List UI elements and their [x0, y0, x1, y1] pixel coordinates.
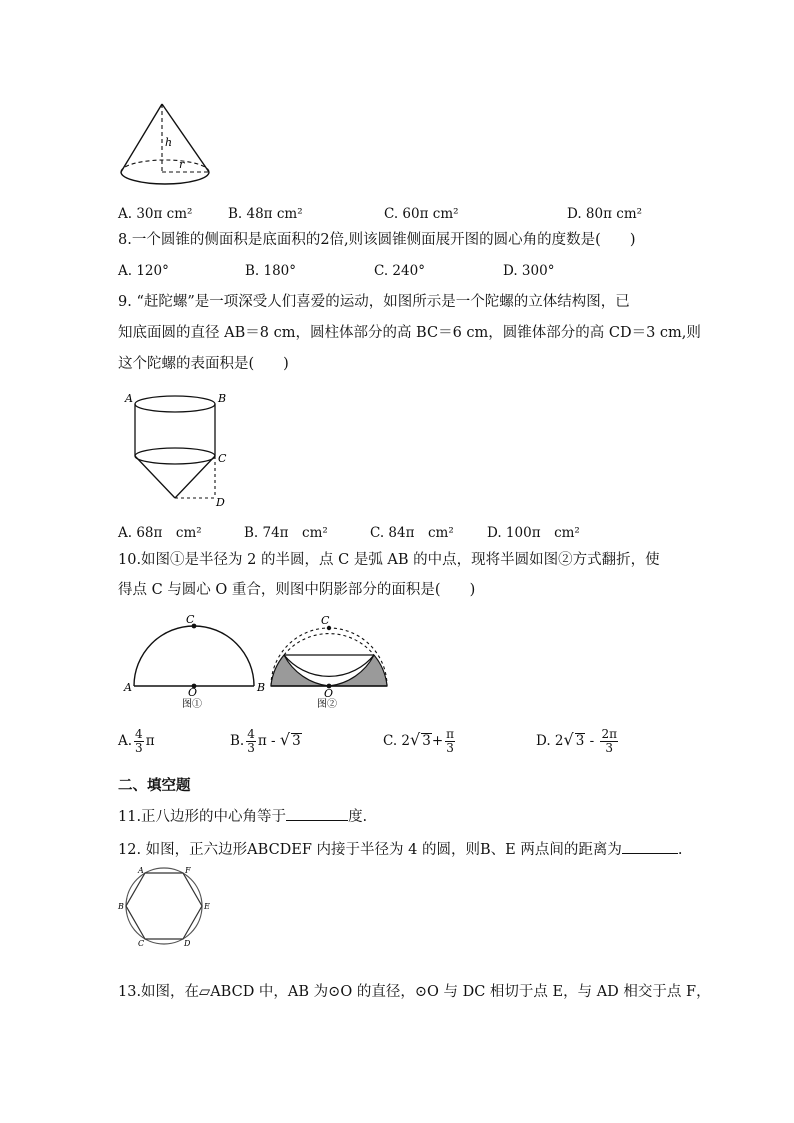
fraction: $\frac{4}{3}$	[247, 727, 255, 755]
hex-label-e: E	[204, 902, 210, 911]
q10-option-d: D. 2√ 3 - $\frac{2\pi}{3}$	[536, 727, 617, 755]
hex-label-c: C	[138, 939, 145, 948]
hex-label-a: A	[138, 866, 144, 875]
fig1-label-c: C	[186, 613, 195, 626]
fig1-caption: 图①	[182, 699, 202, 710]
fig1-label-b: B	[257, 681, 266, 694]
answer-blank	[286, 820, 348, 821]
q13-question: 13.如图，在▱ABCD 中，AB 为⊙O 的直径，⊙O 与 DC 相切于点 E，与 AD 相交于点 F，	[118, 984, 711, 1000]
spinning-top-figure	[122, 388, 237, 510]
fraction: $\frac{4}{3}$	[135, 727, 143, 755]
semicircle-figure-1	[122, 612, 267, 710]
fig2-label-o: O	[324, 687, 334, 700]
q7-option-d: D. 80π cm²	[567, 206, 643, 222]
q10-option-c: C. 2√ 3+ $\frac{\pi}{3}$	[383, 727, 455, 755]
top-label-c: C	[218, 452, 227, 465]
cone-figure	[112, 98, 217, 190]
hex-label-b: B	[118, 902, 124, 911]
q8-option-a: A. 120°	[118, 263, 169, 279]
q10-question-line2: 得点 C 与圆心 O 重合，则图中阴影部分的面积是( )	[118, 582, 476, 598]
q7-option-c: C. 60π cm²	[384, 206, 459, 222]
fraction: $\frac{\pi}{3}$	[446, 727, 455, 755]
cone-label-r: r	[179, 158, 185, 171]
q9-option-b: B. 74π cm²	[244, 525, 328, 541]
q9-question-line1: 9. “赶陀螺”是一项深受人们喜爱的运动，如图所示是一个陀螺的立体结构图，已	[118, 294, 630, 310]
q7-option-a: A. 30π cm²	[118, 206, 193, 222]
hex-label-f: F	[185, 866, 191, 875]
q8-question: 8.一个圆锥的侧面积是底面积的2倍,则该圆锥侧面展开图的圆心角的度数是( )	[118, 232, 636, 248]
answer-blank	[622, 853, 678, 854]
q7-option-b: B. 48π cm²	[228, 206, 303, 222]
fig1-label-o: O	[188, 686, 198, 699]
hexagon-in-circle-figure	[116, 864, 216, 948]
q8-option-d: D. 300°	[503, 263, 555, 279]
top-label-a: A	[125, 392, 133, 405]
q10-option-a: A. $\frac{4}{3}$ π	[118, 727, 155, 755]
fraction: $\frac{2\pi}{3}$	[601, 727, 617, 755]
q9-question-line3: 这个陀螺的表面积是( )	[118, 356, 289, 372]
q8-option-b: B. 180°	[245, 263, 297, 279]
fig2-label-c: C	[321, 614, 330, 627]
q9-option-a: A. 68π cm²	[118, 525, 202, 541]
q9-option-c: C. 84π cm²	[370, 525, 454, 541]
top-label-d: D	[216, 496, 225, 509]
fig2-caption: 图②	[317, 699, 337, 710]
hex-label-d: D	[184, 939, 191, 948]
fig1-label-a: A	[124, 681, 132, 694]
q12-question: 12. 如图，正六边形ABCDEF 内接于半径为 4 的圆，则B、E 两点间的距离为 .	[118, 842, 683, 858]
q9-question-line2: 知底面圆的直径 AB＝8 cm，圆柱体部分的高 BC＝6 cm，圆锥体部分的高 CD＝3 cm,则	[118, 325, 701, 341]
cone-label-h: h	[165, 136, 173, 149]
q11-question: 11.正八边形的中心角等于 度.	[118, 809, 368, 825]
top-label-b: B	[218, 392, 227, 405]
semicircle-figure-2	[269, 612, 394, 710]
q10-question-line1: 10.如图①是半径为 2 的半圆，点 C 是弧 AB 的中点，现将半圆如图②方式翻折，使	[118, 552, 660, 568]
q10-option-b: B. $\frac{4}{3}$ π - √ 3	[230, 727, 301, 755]
q9-option-d: D. 100π cm²	[487, 525, 580, 541]
q8-option-c: C. 240°	[374, 263, 425, 279]
section-title-fill-in: 二、填空题	[118, 778, 191, 794]
